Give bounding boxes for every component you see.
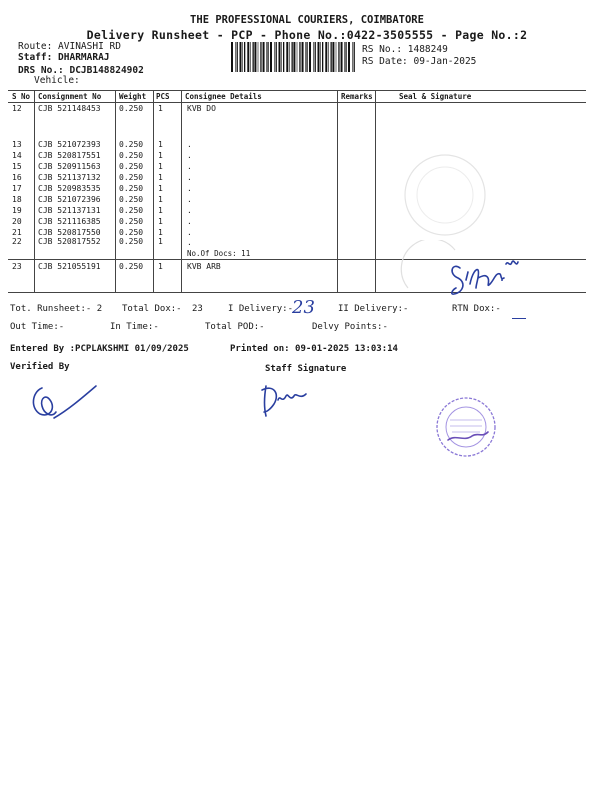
barcode-bar [345, 42, 346, 72]
row-consignment: CJB 520817550 [38, 228, 101, 237]
row-consignee: . [187, 162, 192, 171]
delivery-points-label: Delvy Points:- [312, 322, 388, 332]
total-pod-label: Total POD:- [205, 322, 265, 332]
row-sno: 21 [12, 228, 22, 237]
row-consignment: CJB 521116385 [38, 217, 101, 226]
out-time-label: Out Time:- [10, 322, 65, 332]
row-sno: 23 [12, 262, 22, 271]
barcode-bar [331, 42, 332, 72]
barcode-bar [344, 42, 345, 72]
row-pcs: 1 [158, 184, 163, 193]
barcode-bar [247, 42, 249, 72]
barcode-bar [354, 42, 355, 72]
barcode-bar [292, 42, 293, 72]
barcode-bar [244, 42, 245, 72]
barcode-bar [270, 42, 272, 72]
row-consignment: CJB 521137131 [38, 206, 101, 215]
barcode-bar [289, 42, 290, 72]
row-weight: 0.250 [119, 195, 144, 204]
barcode-bar [266, 42, 267, 72]
row-weight: 0.250 [119, 228, 144, 237]
barcode-bar [297, 42, 298, 72]
row-sno: 14 [12, 151, 22, 160]
column-divider [153, 90, 154, 292]
barcode-bar [242, 42, 243, 72]
row-consignment: CJB 520817551 [38, 151, 101, 160]
row-sno: 12 [12, 104, 22, 113]
ink-dash-mark [512, 318, 526, 319]
row-weight: 0.250 [119, 104, 144, 113]
column-header-sno: S No [12, 92, 31, 101]
barcode-bar [231, 42, 233, 72]
barcode-bar [309, 42, 311, 72]
barcode-bar [306, 42, 307, 72]
barcode-bar [250, 42, 251, 72]
staff-signature [256, 378, 316, 420]
barcode-bar [253, 42, 254, 72]
barcode-bar [322, 42, 323, 72]
row-pcs: 1 [158, 195, 163, 204]
office-stamp [428, 396, 504, 458]
column-divider [181, 90, 182, 292]
column-divider [375, 90, 376, 292]
row-consignee: . [187, 140, 192, 149]
row-consignment: CJB 521148453 [38, 104, 101, 113]
row-sno: 19 [12, 206, 22, 215]
barcode-bar [302, 42, 304, 72]
row-consignee: . [187, 173, 192, 182]
column-header-seal-signature: Seal & Signature [399, 92, 472, 101]
column-header-remarks: Remarks [341, 92, 373, 101]
row-pcs: 1 [158, 217, 163, 226]
row-consignee: . [187, 184, 192, 193]
barcode-bar [279, 42, 281, 72]
row-weight: 0.250 [119, 237, 144, 246]
barcode-bar [318, 42, 320, 72]
row-pcs: 1 [158, 162, 163, 171]
in-time-label: In Time:- [110, 322, 159, 332]
barcode-bar [260, 42, 261, 72]
row-weight: 0.250 [119, 184, 144, 193]
row-consignee: . [187, 151, 192, 160]
column-header-weight: Weight [119, 92, 147, 101]
company-name: THE PROFESSIONAL COURIERS, COIMBATORE [190, 14, 424, 26]
barcode-bar [338, 42, 339, 72]
barcode-bar [276, 42, 277, 72]
printed-on: Printed on: 09-01-2025 13:03:14 [230, 344, 398, 354]
row-consignee: . [187, 195, 192, 204]
barcode-bar [293, 42, 295, 72]
row-consignee: . [187, 217, 192, 226]
barcode-bar [332, 42, 334, 72]
row-consignment: CJB 521055191 [38, 262, 101, 271]
barcode-bar [328, 42, 329, 72]
total-dox-label: Total Dox:- [122, 304, 182, 314]
row-weight: 0.250 [119, 173, 144, 182]
column-header-consignee: Consignee Details [185, 92, 262, 101]
row-sno: 20 [12, 217, 22, 226]
verifier-signature [28, 378, 100, 424]
barcode-bar [320, 42, 321, 72]
drs-number: DRS No.: DCJB148824902 [18, 65, 144, 76]
row-pcs: 1 [158, 173, 163, 182]
i-delivery-handwritten-count: 23 [292, 297, 315, 318]
barcode-bar [283, 42, 284, 72]
consignee-signature [446, 250, 526, 300]
vehicle-label: Vehicle: [34, 75, 80, 86]
row-consignee: KVB ARB [187, 262, 221, 271]
barcode-bar [313, 42, 314, 72]
ii-delivery-label: II Delivery:- [338, 304, 409, 314]
route-label: Route: AVINASHI RD [18, 41, 121, 52]
row-pcs: 1 [158, 206, 163, 215]
row-sno: 17 [12, 184, 22, 193]
rs-number: RS No.: 1488249 [362, 44, 448, 55]
barcode-bar [305, 42, 306, 72]
rs-date: RS Date: 09-Jan-2025 [362, 56, 477, 67]
barcode-bar [258, 42, 259, 72]
row-weight: 0.250 [119, 151, 144, 160]
column-header-consignment: Consignment No [38, 92, 102, 101]
table-top-border [8, 90, 586, 91]
barcode-bar [237, 42, 238, 72]
row-sno: 22 [12, 237, 22, 246]
row-sno: 16 [12, 173, 22, 182]
staff-signature-label: Staff Signature [265, 364, 347, 374]
row-pcs: 1 [158, 262, 163, 271]
row-weight: 0.250 [119, 206, 144, 215]
barcode-bar [336, 42, 337, 72]
barcode-bar [254, 42, 256, 72]
i-delivery-label: I Delivery:- [228, 304, 294, 314]
row-consignee: . [187, 238, 192, 247]
barcode-bar [281, 42, 282, 72]
barcode-bar [286, 42, 288, 72]
barcode-bar [352, 42, 353, 72]
row-consignment: CJB 521072396 [38, 195, 101, 204]
column-divider [34, 90, 35, 292]
row-consignment: CJB 520911563 [38, 162, 101, 171]
barcode-bar [263, 42, 265, 72]
verified-by-label: Verified By [10, 362, 70, 372]
row-pcs: 1 [158, 237, 163, 246]
barcode-bar [315, 42, 316, 72]
barcode-bar [267, 42, 268, 72]
total-runsheet: Tot. Runsheet:- 2 [10, 304, 103, 314]
row-pcs: 1 [158, 228, 163, 237]
row-weight: 0.250 [119, 217, 144, 226]
column-divider [115, 90, 116, 292]
row-sno: 13 [12, 140, 22, 149]
staff-label: Staff: DHARMARAJ [18, 52, 110, 63]
row-consignment: CJB 521137132 [38, 173, 101, 182]
entered-by: Entered By :PCPLAKSHMI 01/09/2025 [10, 344, 189, 354]
faint-seal-impression [400, 140, 490, 250]
barcode-bar [348, 42, 350, 72]
barcode-bar [274, 42, 275, 72]
total-dox-value: 23 [192, 304, 203, 314]
row-sno: 15 [12, 162, 22, 171]
row-weight: 0.250 [119, 162, 144, 171]
barcode-bar [341, 42, 343, 72]
barcode-image [230, 42, 356, 72]
column-header-pcs: PCS [156, 92, 170, 101]
row-pcs: 1 [158, 104, 163, 113]
row-sno: 18 [12, 195, 22, 204]
row-weight: 0.250 [119, 140, 144, 149]
table-header-border [8, 102, 586, 103]
barcode-bar [299, 42, 300, 72]
runsheet-title: Delivery Runsheet - PCP - Phone No.:0422-3505555 - Page No.:2 [86, 28, 528, 42]
barcode-bar [325, 42, 327, 72]
row-consignment: CJB 521072393 [38, 140, 101, 149]
no-of-docs: No.Of Docs: 11 [187, 249, 251, 258]
row-pcs: 1 [158, 151, 163, 160]
row-weight: 0.250 [119, 262, 144, 271]
row-consignment: CJB 520817552 [38, 237, 101, 246]
row-consignee: . [187, 228, 192, 237]
row-pcs: 1 [158, 140, 163, 149]
rtn-dox-label: RTN Dox:- [452, 304, 501, 314]
barcode-bar [235, 42, 236, 72]
barcode-bar [240, 42, 242, 72]
row-consignee: . [187, 206, 192, 215]
row-consignment: CJB 520983535 [38, 184, 101, 193]
column-divider [337, 90, 338, 292]
row-consignee: KVB DO [187, 104, 216, 113]
